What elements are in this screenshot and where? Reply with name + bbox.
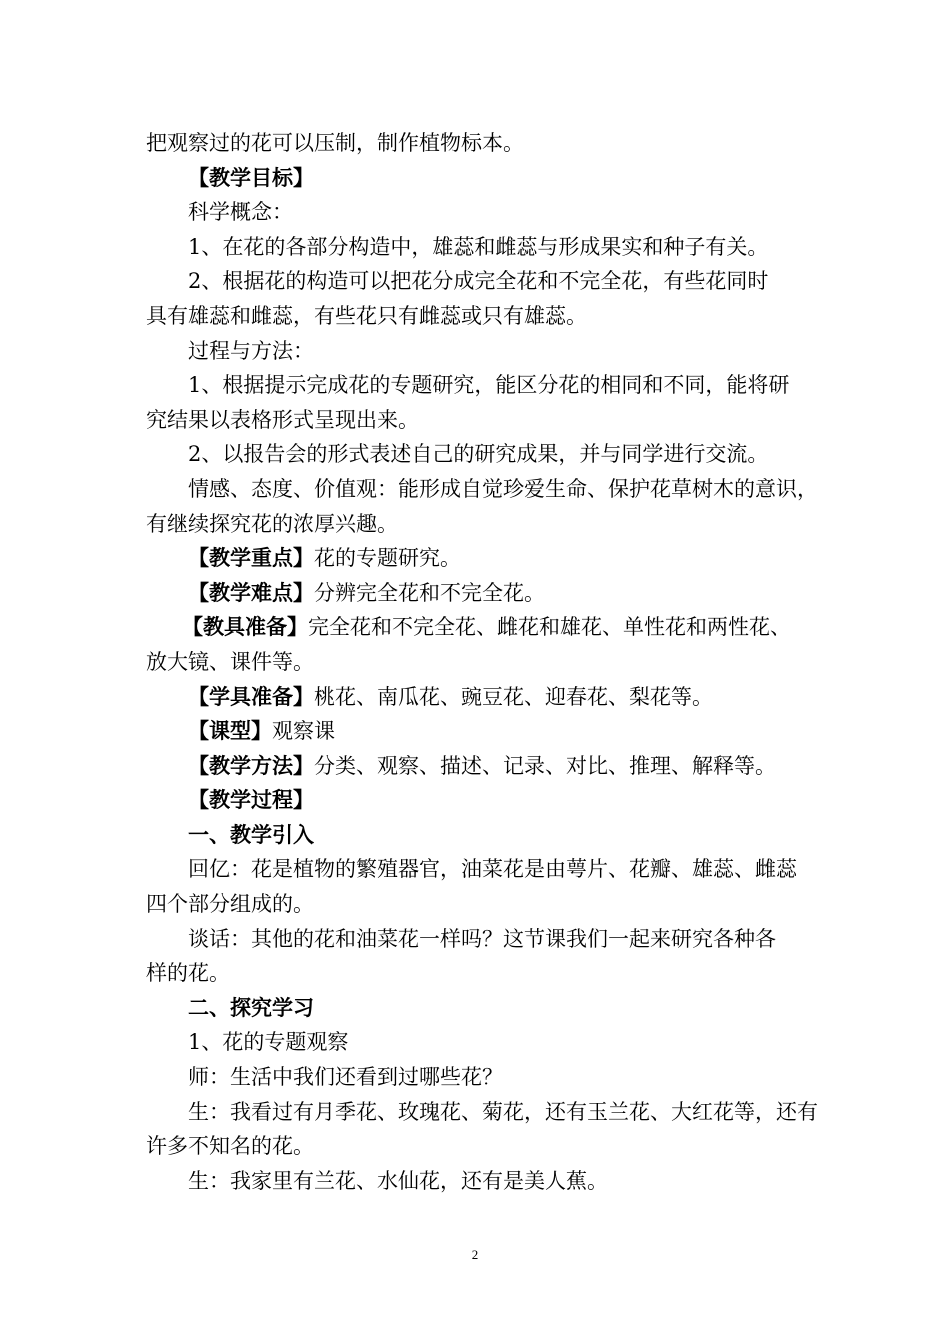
text-line: 1、在花的各部分构造中，雄蕊和雌蕊与形成果实和种子有关。	[188, 234, 769, 259]
lesson-type-text: 观察课	[272, 719, 335, 744]
text-line: 谈话：其他的花和油菜花一样吗？这节课我们一起来研究各种各	[188, 926, 776, 951]
text-line: 回亿：花是植物的繁殖器官，油菜花是由萼片、花瓣、雄蕊、雌蕊	[188, 857, 797, 882]
text-line: 科学概念：	[188, 200, 293, 225]
process-heading: 【教学过程】	[188, 788, 314, 813]
difficulties-text: 分辨完全花和不完全花。	[314, 580, 545, 605]
text-line: 许多不知名的花。	[146, 1134, 314, 1159]
text-line: 生：我看过有月季花、玫瑰花、菊花，还有玉兰花、大红花等，还有	[188, 1099, 818, 1124]
student-materials-label: 【学具准备】	[188, 684, 314, 709]
section2-heading: 二、探究学习	[188, 995, 314, 1020]
student-materials-line	[146, 680, 811, 715]
teacher-materials-line	[146, 610, 811, 645]
teacher-materials-continuation: 放大镜、课件等。	[146, 649, 314, 674]
page-number: 2	[471, 1247, 479, 1262]
section1-heading: 一、教学引入	[188, 822, 314, 847]
text-line: 样的花。	[146, 961, 230, 986]
text-line: 究结果以表格形式呈现出来。	[146, 407, 419, 432]
text-line: 过程与方法：	[188, 338, 314, 363]
text-line: 具有雄蕊和雌蕊，有些花只有雌蕊或只有雄蕊。	[146, 303, 587, 328]
teacher-materials-text: 完全花和不完全花、雌花和雄花、单性花和两性花、	[308, 615, 791, 640]
methods-text: 分类、观察、描述、记录、对比、推理、解释等。	[314, 753, 776, 778]
lesson-type-label: 【课型】	[188, 719, 272, 744]
text-line: 生：我家里有兰花、水仙花，还有是美人蕉。	[188, 1168, 608, 1193]
section-heading-objectives: 【教学目标】	[188, 165, 314, 190]
key-points-line	[146, 541, 811, 576]
student-materials-text: 桃花、南瓜花、豌豆花、迎春花、梨花等。	[314, 684, 713, 709]
text-line: 1、根据提示完成花的专题研究，能区分花的相同和不同，能将研	[188, 373, 790, 398]
text-line: 情感、态度、价值观：能形成自觉珍爱生命、保护花草树木的意识，	[188, 476, 818, 501]
text-line: 2、根据花的构造可以把花分成完全花和不完全花，有些花同时	[188, 269, 769, 294]
teacher-materials-label: 【教具准备】	[182, 615, 308, 640]
text-line: 1、花的专题观察	[188, 1030, 349, 1055]
text-line: 把观察过的花可以压制，制作植物标本。	[146, 131, 524, 155]
methods-label: 【教学方法】	[188, 753, 314, 778]
document-body	[146, 126, 818, 1198]
text-line: 有继续探究花的浓厚兴趣。	[146, 511, 398, 536]
text-line: 师：生活中我们还看到过哪些花？	[188, 1065, 503, 1090]
methods-line	[146, 749, 811, 784]
difficulties-line	[146, 576, 811, 611]
key-points-label: 【教学重点】	[188, 546, 314, 571]
difficulties-label: 【教学难点】	[188, 580, 314, 605]
key-points-text: 花的专题研究。	[314, 546, 461, 571]
text-line: 四个部分组成的。	[146, 892, 314, 917]
lesson-type-line	[146, 714, 811, 749]
text-line: 2、以报告会的形式表述自己的研究成果，并与同学进行交流。	[188, 442, 769, 467]
